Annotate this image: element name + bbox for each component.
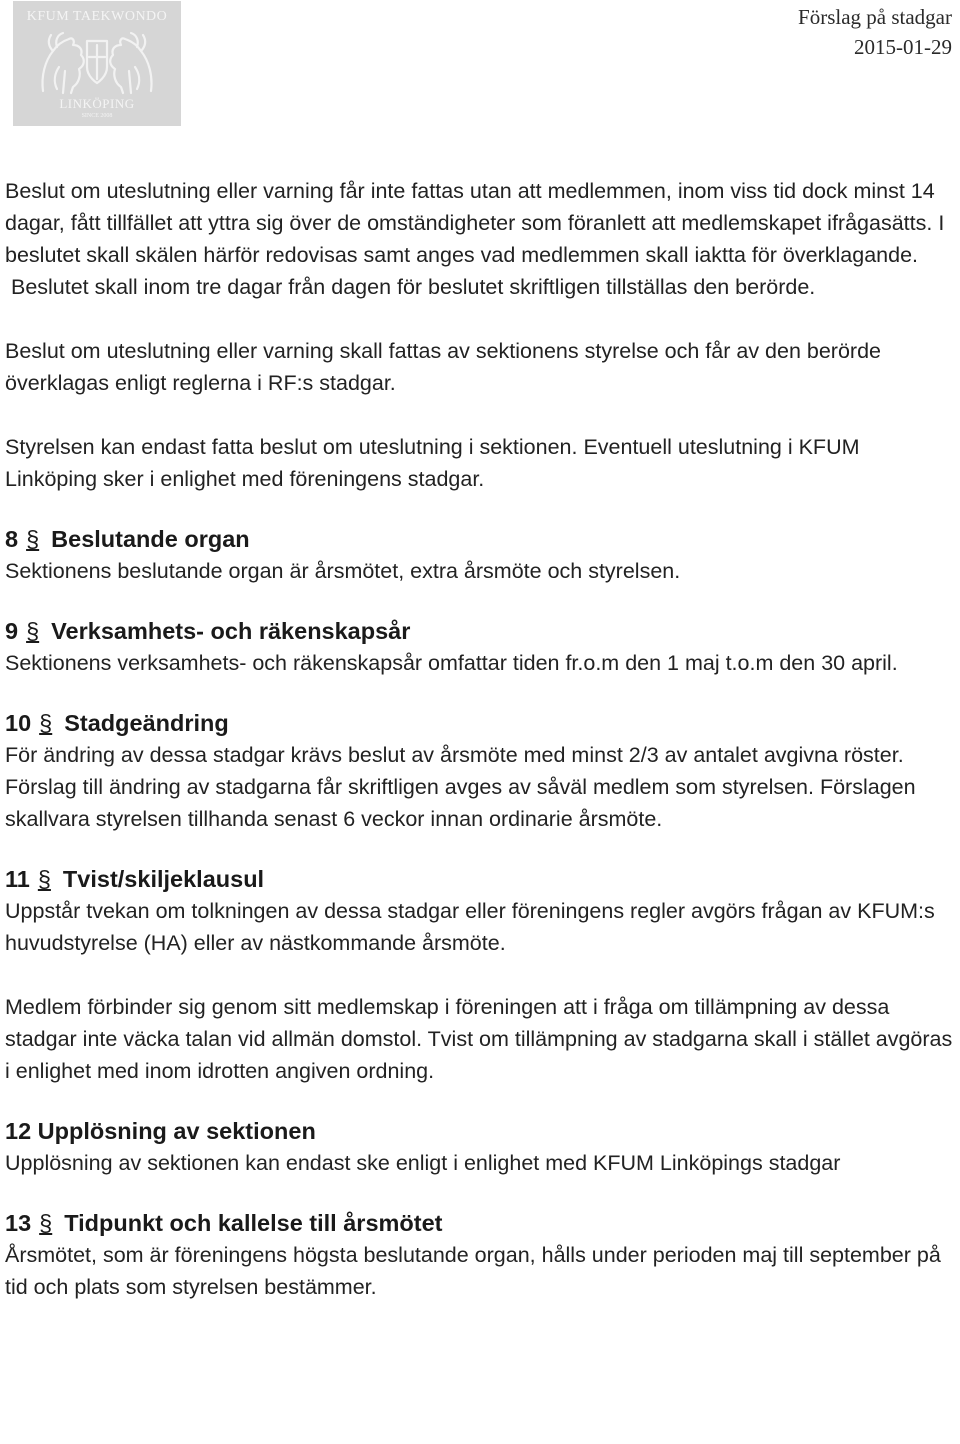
document-body <box>5 175 955 1303</box>
paragraph-exclusion-hearing: Beslut om uteslutning eller varning får inte fattas utan att medlemmen, inom viss tid dock minst 14 dagar, fått tillfället att yttra sig över de omständigheter som föranlett att medlemskapet ifrågasätts. I beslutet skall skälen härför redovisas samt anges vad medlemmen skall iaktta för överklagande. <box>5 179 945 267</box>
section-number: 12 <box>5 1118 32 1144</box>
section-title: Tvist/skiljeklausul <box>62 866 265 892</box>
paragraph-sign-icon: § <box>39 710 53 736</box>
section-heading <box>5 707 955 739</box>
paragraph-sign-icon: § <box>39 1210 53 1236</box>
section-number: 8 <box>5 526 19 552</box>
logo-since-text: SINCE 2008 <box>81 113 113 119</box>
section-number: 10 <box>5 710 32 736</box>
section-body: Medlem förbinder sig genom sitt medlemskap i föreningen att i fråga om tillämpning av dessa stadgar inte väcka talan vid allmän domstol. Tvist om tillämpning av stadgarna skall i stället avgöras i enlighet med inom idrotten angiven ordning. <box>5 995 953 1083</box>
section-title: Verksamhets- och räkenskapsår <box>51 618 411 644</box>
section-number: 11 <box>5 866 30 892</box>
paragraph-exclusion-notice: Beslutet skall inom tre dagar från dagen för beslutet skriftligen tillställas den berörde. <box>5 275 816 299</box>
section-body: Årsmötet, som är föreningens högsta beslutande organ, hålls under perioden maj till september på tid och plats som styrelsen bestämmer. <box>5 1243 941 1299</box>
paragraph-exclusion-appeal: Beslut om uteslutning eller varning skall fattas av sektionens styrelse och får av den berörde överklagas enligt reglerna i RF:s stadgar. <box>5 339 881 395</box>
section-heading <box>5 615 955 647</box>
paragraph-board-exclusion: Styrelsen kan endast fatta beslut om uteslutning i sektionen. Eventuell uteslutning i KFUM Linköping sker i enlighet med föreningens stadgar. <box>5 435 860 491</box>
section-heading <box>5 1207 955 1239</box>
club-logo <box>13 1 181 126</box>
section-title: Tidpunkt och kallelse till årsmötet <box>64 1210 443 1236</box>
document-date: 2015-01-29 <box>854 35 952 59</box>
section-title: Upplösning av sektionen <box>37 1118 316 1144</box>
section-body: För ändring av dessa stadgar krävs beslut av årsmöte med minst 2/3 av antalet avgivna röster. <box>5 743 904 767</box>
section-number: 9 <box>5 618 19 644</box>
logo-bottom-text: LINKÖPING <box>59 96 135 111</box>
document-title: Förslag på stadgar <box>798 5 952 29</box>
section-heading <box>5 523 955 555</box>
document-header <box>798 2 952 62</box>
section-body: Uppstår tvekan om tolkningen av dessa stadgar eller föreningens regler avgörs frågan av KFUM:s huvudstyrelse (HA) eller av nästkommande årsmöte. <box>5 899 935 955</box>
section-body: Sektionens beslutande organ är årsmötet, extra årsmöte och styrelsen. <box>5 559 681 583</box>
section-title: Stadgeändring <box>64 710 229 736</box>
paragraph-sign-icon: § <box>26 526 40 552</box>
section-body: Förslag till ändring av stadgarna får skriftligen avges av såväl medlem som styrelsen. Förslagen skallvara styrelsen tillhanda senast 6 veckor innan ordinarie årsmöte. <box>5 775 916 831</box>
paragraph-sign-icon: § <box>37 866 51 892</box>
section-body: Sektionens verksamhets- och räkenskapsår omfattar tiden fr.o.m den 1 maj t.o.m den 30 april. <box>5 651 898 675</box>
section-number: 13 <box>5 1210 32 1236</box>
logo-top-text: KFUM TAEKWONDO <box>26 9 168 24</box>
section-heading <box>5 863 955 895</box>
section-heading <box>5 1115 955 1147</box>
section-body: Upplösning av sektionen kan endast ske enligt i enlighet med KFUM Linköpings stadgar <box>5 1151 841 1175</box>
section-title: Beslutande organ <box>51 526 250 552</box>
paragraph-sign-icon: § <box>26 618 40 644</box>
